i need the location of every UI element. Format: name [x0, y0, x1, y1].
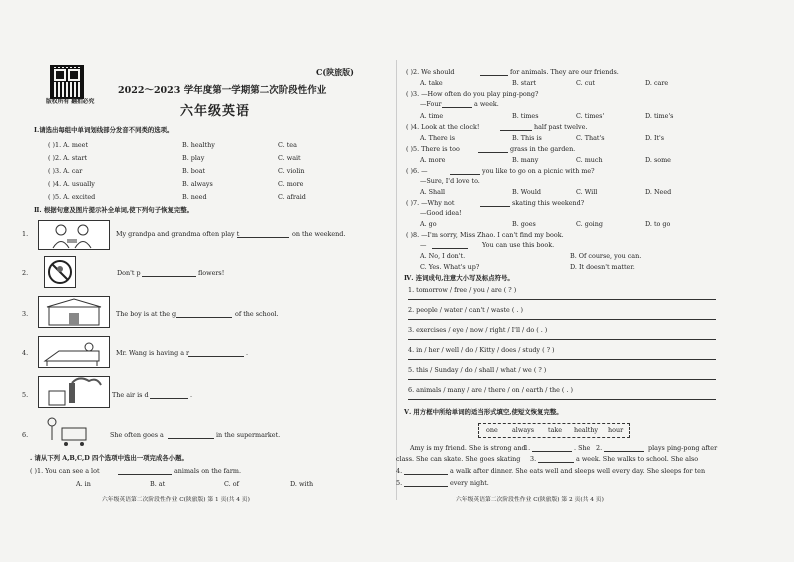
s3-q4-a: A. There is [420, 134, 456, 142]
s3-q5-c: C. much [576, 156, 603, 164]
s2-item-2-blank[interactable] [142, 276, 196, 277]
s2-item-4-num: 4. [22, 349, 29, 357]
s2-item-5-num: 5. [22, 391, 29, 399]
section1-heading: Ⅰ.请选出每组中单词划线部分发音不同类的选项。 [34, 126, 174, 134]
s4-item-5: 5. this / Sunday / do / shall / what / we ( ? ) [408, 366, 547, 374]
s1-row-4-a: ( )4. A. usually [48, 180, 95, 188]
passage-num-4: 4. [396, 467, 403, 475]
s2-item-3-num: 3. [22, 310, 29, 318]
s3-q2-c: C. cut [576, 79, 595, 87]
s3-q8-stem: ( )8. —I'm sorry, Miss Zhao. I can't find my book. [406, 231, 564, 239]
word-5: hour [608, 426, 624, 434]
s4-item-1: 1. tomorrow / free / you / are ( ? ) [408, 286, 517, 294]
s2-item-1-blank[interactable] [237, 237, 289, 238]
s3-q8-c: C. Yes. What's up? [420, 263, 480, 271]
s2-item-2-post: flowers! [198, 269, 225, 277]
s1-row-1-b: B. healthy [182, 141, 215, 149]
s3-q7-d: D. to go [645, 220, 671, 228]
s3-q7-c: C. going [576, 220, 603, 228]
dirty-air-icon [38, 376, 110, 408]
s4-item-3: 3. exercises / eye / now / right / I'll / do ( . ) [408, 326, 548, 334]
s3-q8-blank[interactable] [432, 248, 468, 249]
s3-q6-post: you like to go on a picnic with me? [482, 167, 595, 175]
s3-q4-blank[interactable] [500, 130, 532, 131]
s2-item-4-pre: Mr. Wang is having a r [116, 349, 190, 357]
s3-q5-a: A. more [420, 156, 446, 164]
s2-item-6-num: 6. [22, 431, 29, 439]
s1-row-1-a: ( )1. A. meet [48, 141, 89, 149]
s3-q7-post: skating this weekend? [512, 199, 585, 207]
word-3: take [548, 426, 563, 434]
s3-q6-stem: ( )6. — [406, 167, 428, 175]
s3-q3-line2: —Four [420, 100, 442, 108]
qr-caption: 版权所有 翻拍必究 [46, 99, 95, 105]
s3-q6-d: D. Need [645, 188, 672, 196]
passage-blank-3[interactable] [538, 462, 574, 463]
s3-q6-c: C. Will [576, 188, 598, 196]
s2-item-5-blank[interactable] [150, 398, 188, 399]
resting-icon [38, 336, 110, 368]
s3-q3-blank[interactable] [442, 107, 472, 108]
s2-item-3-pre: The boy is at the g [116, 310, 177, 318]
passage-line3: a walk after dinner. She eats well and sleeps well every day. She sleeps for ten [450, 467, 706, 475]
s3-q8-b: B. Of course, you can. [570, 252, 642, 260]
s3-q3-post: a week. [474, 100, 499, 108]
s3-q3-d: D. time's [645, 112, 674, 120]
s1-row-2-c: C. wait [278, 154, 301, 162]
s3-q4-d: D. It's [645, 134, 665, 142]
s1-row-3-c: C. violin [278, 167, 305, 175]
s4-answer-6[interactable] [408, 399, 716, 400]
s1-row-1-c: C. tea [278, 141, 297, 149]
s3-q5-post: grass in the garden. [510, 145, 576, 153]
s2-item-1-post: on the weekend. [292, 230, 346, 238]
s3-q5-blank[interactable] [478, 152, 508, 153]
passage-blank-5[interactable] [404, 486, 448, 487]
s2-item-5-post: . [190, 391, 193, 399]
passage-blank-1[interactable] [532, 451, 572, 452]
s4-answer-1[interactable] [408, 299, 716, 300]
s4-item-4: 4. in / her / well / do / Kitty / does / study ( ? ) [408, 346, 555, 354]
s3-q2-blank[interactable] [480, 75, 508, 76]
s3-q8-a: A. No, I don't. [420, 252, 466, 260]
s3-q4-post: half past twelve. [534, 123, 588, 131]
s1-row-4-c: C. more [278, 180, 304, 188]
grandparents-icon [38, 220, 110, 250]
s1-row-3-b: B. boat [182, 167, 206, 175]
s3-q4-stem: ( )4. Look at the clock! [406, 123, 480, 131]
section3-heading: . 请从下列 A,B,C,D 四个选项中选出一项完成各小题。 [30, 454, 188, 462]
s3-q7-a: A. go [420, 220, 437, 228]
page-title: 2022～2023 学年度第一学期第二次阶段性作业 [118, 85, 327, 96]
passage-blank-2[interactable] [604, 451, 644, 452]
s2-item-6-blank[interactable] [168, 438, 214, 439]
shopping-icon [38, 416, 108, 450]
s2-item-2-pre: Don't p [117, 269, 141, 277]
s4-answer-4[interactable] [408, 359, 716, 360]
qr-code-icon [50, 65, 84, 99]
s1-row-5-b: B. need [182, 193, 207, 201]
s2-item-2-num: 2. [22, 269, 29, 277]
section5-heading: Ⅴ. 用方框中所给单词的适当形式填空,使短文恢复完整。 [404, 408, 563, 416]
s3-q5-d: D. some [645, 156, 671, 164]
passage-num-1: 1. [524, 444, 531, 452]
passage-num-3: 3. [530, 455, 537, 463]
section4-heading: Ⅳ. 连词成句,注意大小写及标点符号。 [404, 274, 514, 282]
s3-q8-d: D. It doesn't matter. [570, 263, 635, 271]
s3-q4-b: B. This is [512, 134, 542, 142]
s1-row-2-a: ( )2. A. start [48, 154, 88, 162]
passage-num-2: 2. [596, 444, 603, 452]
s4-answer-5[interactable] [408, 379, 716, 380]
s1-row-4-b: B. always [182, 180, 213, 188]
s2-item-6-post: in the supermarket. [216, 431, 281, 439]
s3-q7-b: B. goes [512, 220, 536, 228]
passage-line4: every night. [450, 479, 489, 487]
s3-q3-a: A. time [420, 112, 444, 120]
s2-item-1-num: 1. [22, 230, 29, 238]
s3-q8-line2: — [420, 241, 427, 249]
s4-answer-2[interactable] [408, 319, 716, 320]
s3-q2-d: D. care [645, 79, 669, 87]
s3-q2-a: A. take [420, 79, 443, 87]
s2-item-1-pre: My grandpa and grandma often play t [116, 230, 240, 238]
school-gate-icon [38, 296, 110, 328]
s4-item-6: 6. animals / many / are / there / on / earth / the ( . ) [408, 386, 574, 394]
s3-q8-post: You can use this book. [482, 241, 555, 249]
s3-q7-line2: —Good idea! [420, 209, 462, 217]
s2-item-4-post: . [246, 349, 249, 357]
s4-answer-3[interactable] [408, 339, 716, 340]
s1-row-5-c: C. afraid [278, 193, 306, 201]
passage-blank-4[interactable] [404, 474, 448, 475]
s3-q4-c: C. That's [576, 134, 605, 142]
s3-q2-post: for animals. They are our friends. [510, 68, 619, 76]
s3-q6-a: A. Shall [420, 188, 446, 196]
s3-q3-c: C. times' [576, 112, 605, 120]
s1-row-5-a: ( )5. A. excited [48, 193, 96, 201]
s3-q1-c: C. of [224, 480, 239, 488]
s2-item-6-pre: She often goes a [110, 431, 164, 439]
s3-q1-stem: ( )1. You can see a lot [30, 467, 100, 475]
s3-q3-b: B. times [512, 112, 539, 120]
s3-q2-b: B. start [512, 79, 537, 87]
passage-num-5: 5. [396, 479, 403, 487]
passage-line2-a: class. She can skate. She goes skating [396, 455, 521, 463]
passage-line1-c: plays ping-pong after [648, 444, 718, 452]
word-1: one [486, 426, 498, 434]
s3-q1-d: D. with [290, 480, 314, 488]
s2-item-3-post: of the school. [235, 310, 279, 318]
s1-row-2-b: B. play [182, 154, 205, 162]
s3-q5-stem: ( )5. There is too [406, 145, 460, 153]
footer-right: 六年级英语第二次阶段性作业 C(陕旅版) 第 2 页(共 4 页) [456, 497, 604, 503]
edition-label: C(陕旅版) [316, 67, 354, 77]
s3-q6-line2: —Sure, I'd love to. [420, 177, 480, 185]
s3-q5-b: B. many [512, 156, 539, 164]
s3-q3-stem: ( )3. —How often do you play ping-pong? [406, 90, 539, 98]
s2-item-4-blank[interactable] [188, 356, 244, 357]
footer-left: 六年级英语第二次阶段性作业 C(陕旅版) 第 1 页(共 4 页) [102, 497, 250, 503]
subject-title: 六年级英语 [180, 104, 251, 119]
s3-q1-b: B. at [150, 480, 166, 488]
no-picking-icon [44, 256, 76, 288]
s2-item-5-pre: The air is d [112, 391, 149, 399]
word-2: always [512, 426, 535, 434]
s3-q1-a: A. in [76, 480, 91, 488]
s3-q6-blank[interactable] [450, 174, 480, 175]
passage-line2-b: a week. She walks to school. She also [576, 455, 699, 463]
section2-heading: Ⅱ. 根据句意及图片提示补全单词,使下列句子恢复完整。 [34, 206, 194, 214]
s3-q2-stem: ( )2. We should [406, 68, 455, 76]
s3-q7-blank[interactable] [480, 206, 510, 207]
s1-row-3-a: ( )3. A. car [48, 167, 83, 175]
word-4: healthy [574, 426, 599, 434]
s3-q7-stem: ( )7. —Why not [406, 199, 455, 207]
passage-line1-a: Amy is my friend. She is strong and [410, 444, 526, 452]
s3-q1-blank[interactable] [118, 474, 172, 475]
passage-line1-b: . She [574, 444, 591, 452]
s2-item-3-blank[interactable] [176, 317, 232, 318]
s4-item-2: 2. people / water / can't / waste ( . ) [408, 306, 523, 314]
s3-q1-post: animals on the farm. [174, 467, 242, 475]
s3-q6-b: B. Would [512, 188, 541, 196]
